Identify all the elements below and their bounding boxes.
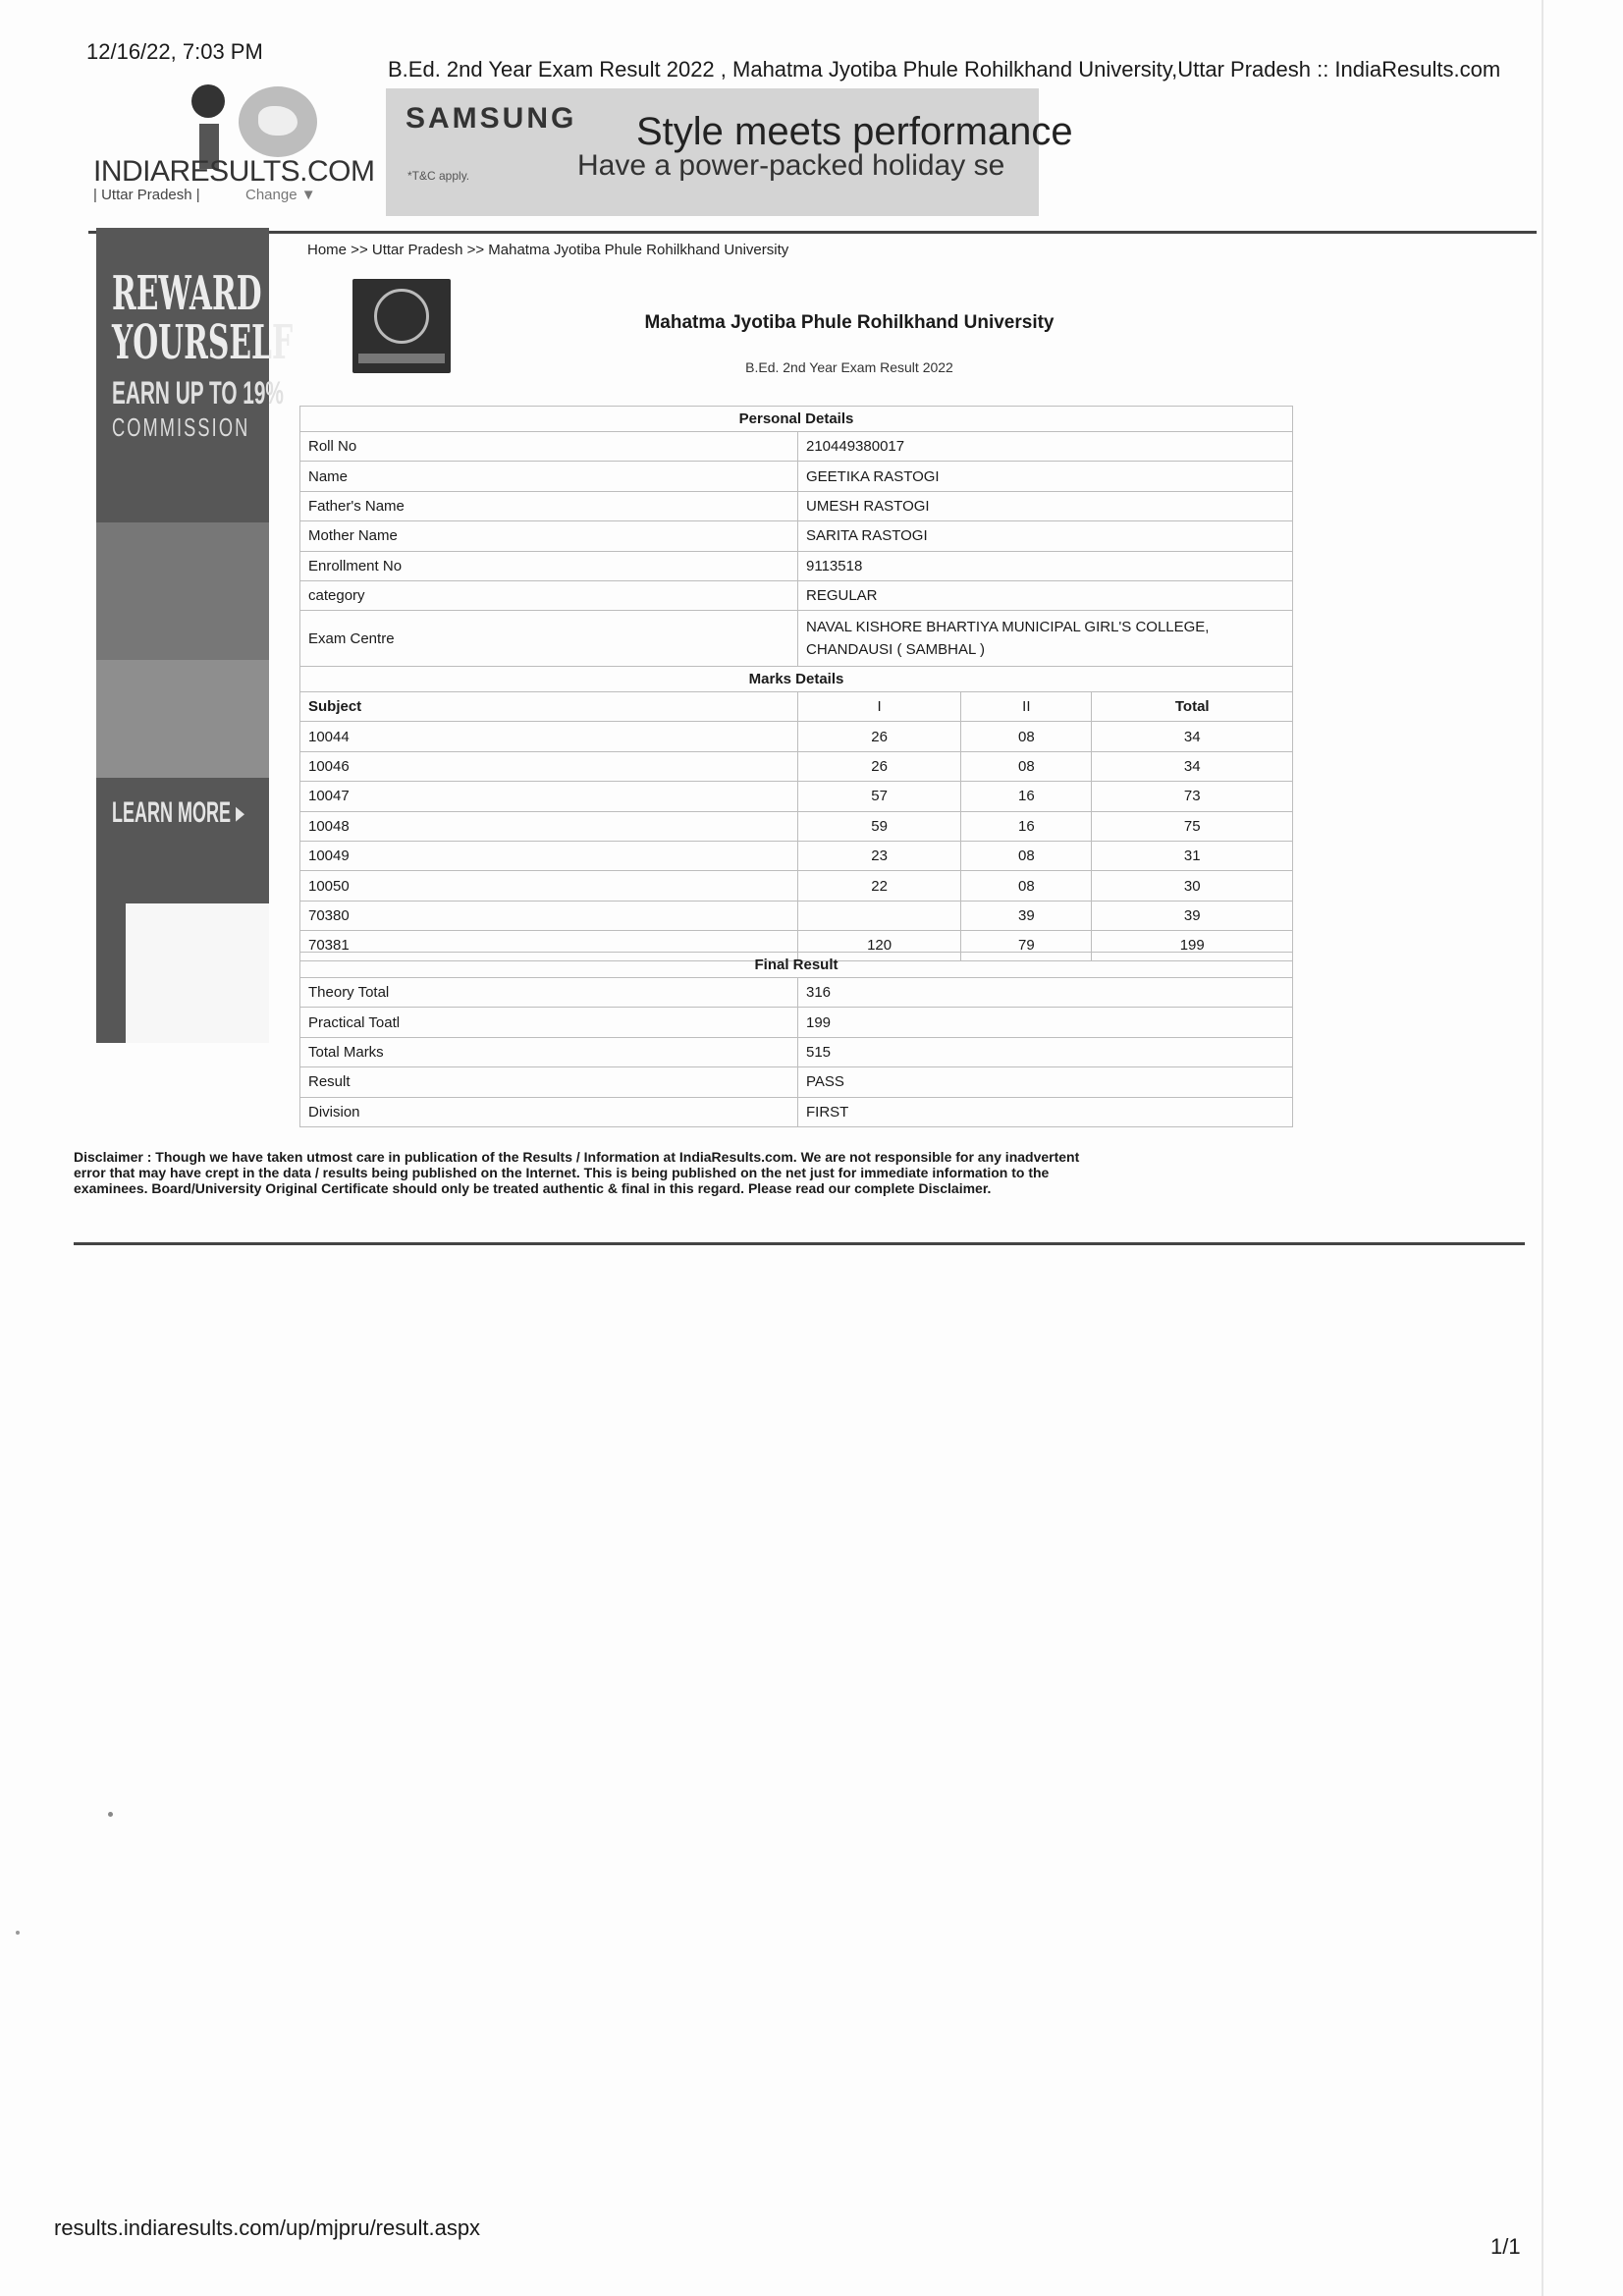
marks-cell: 73 bbox=[1092, 782, 1293, 811]
print-url: results.indiaresults.com/up/mjpru/result.aspx bbox=[54, 2215, 481, 2240]
subject-code: 70381 bbox=[300, 931, 798, 960]
field-value: UMESH RASTOGI bbox=[798, 491, 1293, 520]
marks-cell: 59 bbox=[798, 811, 961, 841]
ad-brand: SAMSUNG bbox=[406, 102, 577, 135]
marks-cell: 120 bbox=[798, 931, 961, 960]
field-label: Roll No bbox=[300, 432, 798, 462]
subject-code: 10046 bbox=[300, 751, 798, 781]
field-value: 316 bbox=[798, 978, 1293, 1008]
table-row bbox=[300, 580, 1293, 610]
print-datetime: 12/16/22, 7:03 PM bbox=[86, 39, 263, 64]
disclaimer-text: Disclaimer : Though we have taken utmost care in publication of the Results / Information at IndiaResults.com. We are not responsible for any inadvertent error that may have crept in the data / results being published on the Internet. This is being published on the net just for immediate information to the examinees. Board/University Original Certificate should only be treated authentic & final in this regard. Please read our complete Disclaimer. bbox=[74, 1149, 1080, 1196]
field-label: Division bbox=[300, 1097, 798, 1126]
ad-earn-text: EARN UP TO 19% bbox=[112, 375, 284, 410]
samsung-banner-ad[interactable] bbox=[386, 88, 1073, 216]
field-label: Name bbox=[300, 462, 798, 491]
marks-cell: 34 bbox=[1092, 722, 1293, 751]
marks-details-table bbox=[299, 666, 1293, 961]
breadcrumb[interactable]: Home >> Uttar Pradesh >> Mahatma Jyotiba Phule Rohilkhand University bbox=[307, 242, 789, 258]
column-header: I bbox=[798, 692, 961, 722]
subject-code: 10044 bbox=[300, 722, 798, 751]
field-label: Practical Toatl bbox=[300, 1008, 798, 1037]
ad-terms: *T&C apply. bbox=[407, 169, 470, 183]
field-value: 210449380017 bbox=[798, 432, 1293, 462]
marks-cell: 57 bbox=[798, 782, 961, 811]
marks-cell: 08 bbox=[961, 751, 1092, 781]
field-value: PASS bbox=[798, 1067, 1293, 1097]
ad-blank-area bbox=[126, 903, 269, 1043]
map-shape bbox=[258, 106, 298, 136]
university-name: Mahatma Jyotiba Phule Rohilkhand University bbox=[644, 312, 1055, 333]
table-header-row bbox=[300, 692, 1293, 722]
side-banner-ad[interactable] bbox=[96, 228, 294, 1043]
field-label: Father's Name bbox=[300, 491, 798, 520]
ad-headline: Style meets performance bbox=[636, 110, 1073, 153]
marks-cell: 26 bbox=[798, 751, 961, 781]
field-label: Total Marks bbox=[300, 1037, 798, 1066]
table-row bbox=[300, 1097, 1293, 1126]
field-value: REGULAR bbox=[798, 580, 1293, 610]
marks-cell: 30 bbox=[1092, 871, 1293, 901]
table-row bbox=[300, 432, 1293, 462]
field-value: 199 bbox=[798, 1008, 1293, 1037]
table-row bbox=[300, 1008, 1293, 1037]
ad-line-2: YOURSELF bbox=[112, 315, 294, 370]
field-label: Theory Total bbox=[300, 978, 798, 1008]
marks-cell: 39 bbox=[961, 901, 1092, 930]
region-label: | Uttar Pradesh | bbox=[93, 187, 200, 203]
table-row bbox=[300, 751, 1293, 781]
scan-edge bbox=[1542, 0, 1543, 2296]
ad-learn-more-button[interactable]: LEARN MORE ▸ bbox=[112, 796, 245, 829]
scan-speck bbox=[16, 1931, 20, 1935]
ad-subline: Have a power-packed holiday se bbox=[577, 149, 1005, 182]
field-label: Exam Centre bbox=[300, 611, 798, 667]
field-value: 9113518 bbox=[798, 551, 1293, 580]
table-row bbox=[300, 462, 1293, 491]
marks-cell: 08 bbox=[961, 722, 1092, 751]
personal-details-table bbox=[299, 406, 1293, 667]
ad-pool-image bbox=[96, 660, 269, 778]
ad-reward-text bbox=[112, 266, 294, 370]
subject-code: 10048 bbox=[300, 811, 798, 841]
table-row bbox=[300, 722, 1293, 751]
scan-speck bbox=[108, 1812, 113, 1817]
field-label: Enrollment No bbox=[300, 551, 798, 580]
column-header: Subject bbox=[300, 692, 798, 722]
exam-centre-line-2: CHANDAUSI ( SAMBHAL ) bbox=[806, 641, 985, 659]
field-value: FIRST bbox=[798, 1097, 1293, 1126]
crest-emblem bbox=[374, 289, 429, 344]
table-row bbox=[300, 1067, 1293, 1097]
marks-cell: 79 bbox=[961, 931, 1092, 960]
table-row bbox=[300, 841, 1293, 870]
marks-cell: 39 bbox=[1092, 901, 1293, 930]
final-result-table bbox=[299, 952, 1293, 1127]
field-value: GEETIKA RASTOGI bbox=[798, 462, 1293, 491]
marks-cell: 08 bbox=[961, 871, 1092, 901]
section-title: Personal Details bbox=[300, 407, 1293, 432]
table-row bbox=[300, 521, 1293, 551]
print-page-title: B.Ed. 2nd Year Exam Result 2022 , Mahatma Jyotiba Phule Rohilkhand University,Uttar Pradesh :: IndiaResults.com bbox=[388, 57, 1501, 82]
marks-cell: 31 bbox=[1092, 841, 1293, 870]
logo-mark-icon bbox=[191, 84, 225, 118]
field-value: SARITA RASTOGI bbox=[798, 521, 1293, 551]
column-header: II bbox=[961, 692, 1092, 722]
table-row bbox=[300, 901, 1293, 930]
subject-code: 70380 bbox=[300, 901, 798, 930]
exam-title: B.Ed. 2nd Year Exam Result 2022 bbox=[745, 359, 953, 375]
field-value bbox=[798, 611, 1293, 667]
marks-cell: 75 bbox=[1092, 811, 1293, 841]
footer-divider bbox=[74, 1242, 1525, 1245]
section-title: Marks Details bbox=[300, 667, 1293, 692]
table-row bbox=[300, 1037, 1293, 1066]
section-title: Final Result bbox=[300, 953, 1293, 978]
subject-code: 10050 bbox=[300, 871, 798, 901]
marks-cell: 22 bbox=[798, 871, 961, 901]
print-page-number: 1/1 bbox=[1490, 2234, 1521, 2259]
marks-cell: 199 bbox=[1092, 931, 1293, 960]
field-label: Result bbox=[300, 1067, 798, 1097]
field-label: category bbox=[300, 580, 798, 610]
column-header: Total bbox=[1092, 692, 1293, 722]
table-row bbox=[300, 551, 1293, 580]
field-value: 515 bbox=[798, 1037, 1293, 1066]
marks-cell: 26 bbox=[798, 722, 961, 751]
table-row bbox=[300, 491, 1293, 520]
table-row bbox=[300, 871, 1293, 901]
table-row bbox=[300, 978, 1293, 1008]
marks-cell: 16 bbox=[961, 782, 1092, 811]
subject-code: 10049 bbox=[300, 841, 798, 870]
marks-cell: 16 bbox=[961, 811, 1092, 841]
marks-cell: 23 bbox=[798, 841, 961, 870]
marks-cell: 34 bbox=[1092, 751, 1293, 781]
table-row bbox=[300, 782, 1293, 811]
ad-line-1: REWARD bbox=[112, 266, 262, 321]
table-row bbox=[300, 611, 1293, 667]
header-divider bbox=[88, 231, 1537, 234]
table-row bbox=[300, 811, 1293, 841]
crest-caption bbox=[358, 354, 445, 363]
change-region-link[interactable]: Change ▼ bbox=[245, 187, 316, 203]
subject-code: 10047 bbox=[300, 782, 798, 811]
site-logo[interactable] bbox=[93, 81, 375, 208]
field-label: Mother Name bbox=[300, 521, 798, 551]
university-crest-icon bbox=[352, 279, 451, 373]
exam-centre-line-1: NAVAL KISHORE BHARTIYA MUNICIPAL GIRL'S COLLEGE, bbox=[806, 619, 1210, 636]
marks-cell: 08 bbox=[961, 841, 1092, 870]
logo-text: INDIARESULTS.COM bbox=[93, 155, 375, 188]
ad-commission-text: COMMISSION bbox=[112, 412, 250, 442]
marks-cell bbox=[798, 901, 961, 930]
